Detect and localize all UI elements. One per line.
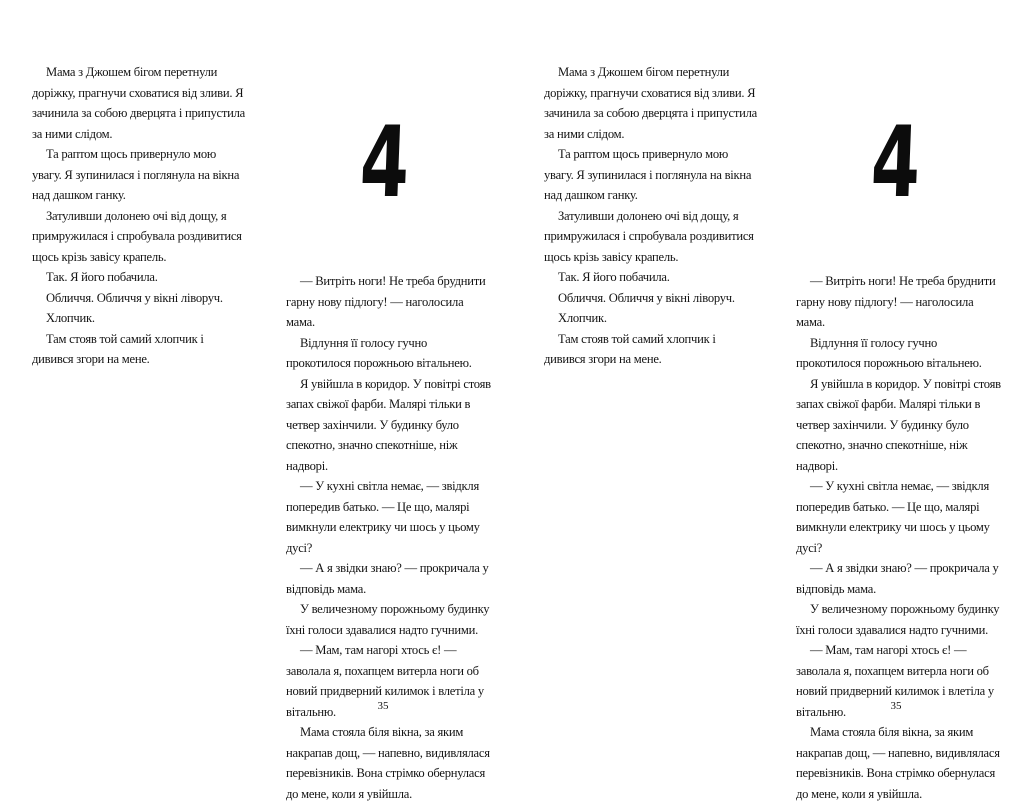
paragraph: — Витріть ноги! Не треба бруднити гарну нову підлогу! — наголосила мама. — [796, 274, 996, 329]
paragraph: — У кухні світла немає, — звідкля попередив батько. — Це що, малярі вимкнули електрику чи шось у цьому дусі? — [796, 479, 990, 555]
paragraph: Я увійшла в коридор. У повітрі стояв запах свіжої фарби. Малярі тільки в четвер захінчили. У будинку було спекотно, значно спекотніше, ніж надворі. — [796, 376, 1001, 473]
paragraph: Хлопчик. — [46, 311, 95, 325]
paragraph: — У кухні світла немає, — звідкля попередив батько. — Це що, малярі вимкнули електрику чи шось у цьому дусі? — [286, 479, 480, 555]
page-number: 35 — [377, 700, 389, 712]
page-number: 35 — [890, 700, 902, 712]
paragraph: Там стояв той самий хлопчик і дивився згори на мене. — [544, 331, 716, 366]
paragraph: Обличчя. Обличчя у вікні ліворуч. — [558, 290, 735, 305]
paragraph: Хлопчик. — [558, 311, 607, 325]
paragraph: — Мам, там нагорі хтось є! — заволала я, похапцем витерла ноги об новий придверний килимок і влетіла у вітальню. — [286, 643, 484, 719]
chapter-number: 4 — [358, 106, 412, 220]
paragraph: У величезному порожньому будинку їхні голоси здавалися надто гучними. — [286, 602, 490, 637]
paragraph: Так. Я його побачила. — [558, 270, 670, 284]
paragraph: — А я звідки знаю? — прокричала у відповідь мама. — [286, 561, 489, 596]
paragraph: Обличчя. Обличчя у вікні ліворуч. — [46, 290, 223, 305]
paragraph: Відлуння її голосу гучно прокотилося порожньою вітальнею. — [796, 335, 982, 370]
paragraph: Затуливши долонею очі від дощу, я примружилася і спробувала роздивитися щось крізь завісу крапель. — [544, 208, 754, 264]
text-column-top — [544, 62, 758, 370]
paragraph: Мама стояла біля вікна, за яким накрапав дощ, — напевно, видивлялася перевізників. Вона стрімко обернулася до мене, коли я увійшла. — [286, 725, 490, 801]
paragraph: — А я звідки знаю? — прокричала у відповідь мама. — [796, 561, 999, 596]
paragraph: У величезному порожньому будинку їхні голоси здавалися надто гучними. — [796, 602, 1000, 637]
paragraph: Так. Я його побачила. — [46, 270, 158, 284]
paragraph: Відлуння її голосу гучно прокотилося порожньою вітальнею. — [286, 335, 472, 370]
paragraph: Затуливши долонею очі від дощу, я примружилася і спробувала роздивитися щось крізь завісу крапель. — [32, 208, 242, 264]
paragraph: Мама з Джошем бігом перетнули доріжку, прагнучи сховатися від зливи. Я зачинила за собою дверцята і припустила за ними слідом. — [32, 65, 246, 141]
paragraph: — Мам, там нагорі хтось є! — заволала я, похапцем витерла ноги об новий придверний килимок і влетіла у вітальню. — [796, 643, 994, 719]
text-column-bottom — [796, 271, 1004, 804]
text-column-top — [32, 62, 246, 370]
text-column-bottom — [286, 271, 494, 804]
paragraph: Мама стояла біля вікна, за яким накрапав дощ, — напевно, видивлялася перевізників. Вона стрімко обернулася до мене, коли я увійшла. — [796, 725, 1000, 801]
paragraph: Мама з Джошем бігом перетнули доріжку, прагнучи сховатися від зливи. Я зачинила за собою дверцята і припустила за ними слідом. — [544, 65, 758, 141]
paragraph: Там стояв той самий хлопчик і дивився згори на мене. — [32, 331, 204, 366]
paragraph: Та раптом щось привернуло мою увагу. Я зупинилася і поглянула на вікна над дашком ганку. — [544, 147, 752, 202]
paragraph: Я увійшла в коридор. У повітрі стояв запах свіжої фарби. Малярі тільки в четвер захінчили. У будинку було спекотно, значно спекотніше, ніж надворі. — [286, 376, 491, 473]
paragraph: Та раптом щось привернуло мою увагу. Я зупинилася і поглянула на вікна над дашком ганку. — [32, 147, 240, 202]
paragraph: — Витріть ноги! Не треба бруднити гарну нову підлогу! — наголосила мама. — [286, 274, 486, 329]
chapter-number: 4 — [869, 106, 923, 220]
